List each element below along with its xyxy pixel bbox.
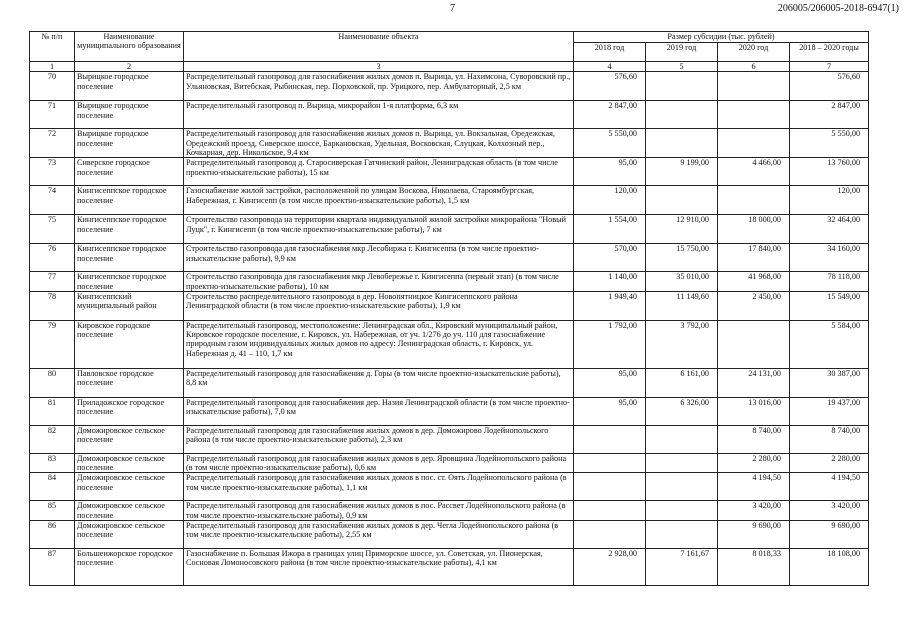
row-number: 79 (30, 320, 75, 368)
value-2020: 2 450,00 (718, 291, 790, 320)
table-body (30, 72, 869, 586)
table-row (30, 291, 869, 320)
object-cell: Строительство распределительного газопровода в дер. Новопятницкое Кингисеппского района Ленинградской области (в том числе проектно-изыскательские работы), 1,9 км (184, 291, 574, 320)
row-number: 87 (30, 549, 75, 586)
value-2020: 24 131,00 (718, 368, 790, 397)
value-2020: 13 016,00 (718, 397, 790, 425)
table-row (30, 521, 869, 549)
row-number: 82 (30, 425, 75, 453)
column-index-cell: 4 (574, 62, 646, 72)
column-index-row (30, 62, 869, 72)
value-2018: 1 792,00 (574, 320, 646, 368)
value-2020: 9 690,00 (718, 521, 790, 549)
header-2019: 2019 год (646, 43, 718, 62)
column-index-cell: 7 (790, 62, 869, 72)
value-2018 (574, 425, 646, 453)
row-number: 70 (30, 72, 75, 101)
column-index-cell: 3 (184, 62, 574, 72)
value-total: 3 420,00 (790, 501, 869, 521)
row-number: 72 (30, 129, 75, 158)
value-total: 19 437,00 (790, 397, 869, 425)
header-2018: 2018 год (574, 43, 646, 62)
object-cell: Газоснабжение жилой застройки, расположенной по улицам Воскова, Николаева, Староямбургская, Набережная, г. Кингисепп (в том числе проектно-изыскательские работы), 1,5 км (184, 186, 574, 215)
value-2018 (574, 501, 646, 521)
table-row (30, 215, 869, 244)
object-cell: Распределительный газопровод для газоснабжения дер. Назия Ленинградской области (в том числе проектно-изыскательские работы), 7,0 км (184, 397, 574, 425)
object-cell: Распределительный газопровод для газоснабжения д. Горы (в том числе проектно-изыскательские работы), 8,8 км (184, 368, 574, 397)
object-cell: Распределительный газопровод п. Вырица, микрорайон 1-я платформа, 6,3 км (184, 101, 574, 129)
value-2019 (646, 101, 718, 129)
municipality-cell: Большеижорское городское поселение (75, 549, 184, 586)
value-2020: 4 466,00 (718, 158, 790, 186)
municipality-cell: Сиверское городское поселение (75, 158, 184, 186)
header-subsidy: Размер субсидии (тыс. рублей) (574, 32, 869, 43)
value-2020: 8 740,00 (718, 425, 790, 453)
value-2019: 15 750,00 (646, 244, 718, 272)
table-row (30, 320, 869, 368)
header-2020: 2020 год (718, 43, 790, 62)
municipality-cell: Доможировское сельское поселение (75, 521, 184, 549)
value-total: 2 280,00 (790, 453, 869, 473)
value-total: 576,60 (790, 72, 869, 101)
value-2020: 17 840,00 (718, 244, 790, 272)
value-2019: 12 910,00 (646, 215, 718, 244)
municipality-cell: Вырицкое городское поселение (75, 101, 184, 129)
header-municipality: Наименование муниципального образования (75, 32, 184, 62)
subsidy-table (29, 31, 869, 586)
municipality-cell: Кингисеппское городское поселение (75, 272, 184, 292)
value-2018: 95,00 (574, 158, 646, 186)
value-total: 78 118,00 (790, 272, 869, 292)
value-total: 120,00 (790, 186, 869, 215)
row-number: 78 (30, 291, 75, 320)
municipality-cell: Кингисеппское городское поселение (75, 186, 184, 215)
value-2020 (718, 186, 790, 215)
municipality-cell: Кировское городское поселение (75, 320, 184, 368)
object-cell: Распределительный газопровод для газоснабжения жилых домов в дер. Яровщина Лодейнопольского района (в том числе проектно-изыскательские работы), 0,6 км (184, 453, 574, 473)
value-total: 9 690,00 (790, 521, 869, 549)
row-number: 75 (30, 215, 75, 244)
table-row (30, 473, 869, 501)
table-row (30, 72, 869, 101)
value-total: 32 464,00 (790, 215, 869, 244)
value-2018: 1 949,40 (574, 291, 646, 320)
object-cell: Строительство газопровода для газоснабжения мкр Левобережье г. Кингисеппа (первый этап) (в том числе проектно-изыскательские работы), 10 км (184, 272, 574, 292)
value-2020 (718, 101, 790, 129)
table-row (30, 425, 869, 453)
value-2020 (718, 72, 790, 101)
header-num: № п/п (30, 32, 75, 62)
value-2020 (718, 320, 790, 368)
row-number: 74 (30, 186, 75, 215)
object-cell: Строительство газопровода для газоснабжения мкр Лесобиржа г. Кингисеппа (в том числе проектно-изыскательские работы), 9,9 км (184, 244, 574, 272)
municipality-cell: Доможировское сельское поселение (75, 473, 184, 501)
value-2018 (574, 473, 646, 501)
table-row (30, 158, 869, 186)
row-number: 77 (30, 272, 75, 292)
value-2019 (646, 453, 718, 473)
municipality-cell: Павловское городское поселение (75, 368, 184, 397)
table-row (30, 501, 869, 521)
row-number: 83 (30, 453, 75, 473)
row-number: 84 (30, 473, 75, 501)
column-index-cell: 2 (75, 62, 184, 72)
value-total: 13 760,00 (790, 158, 869, 186)
municipality-cell: Доможировское сельское поселение (75, 501, 184, 521)
object-cell: Строительство газопровода на территории квартала индивидуальной жилой застройки микрорайона "Новый Луцк", г. Кингисепп (в том числе проектно-изыскательские работы), 7 км (184, 215, 574, 244)
object-cell: Распределительный газопровод для газоснабжения жилых домов п. Вырица, ул. Нахимсона, Суворовский пр., Ульяновская, Витебская, Рыбинская, пер. Порховской, пр. Урицкого, пер. Амбулаторный, 2,5 км (184, 72, 574, 101)
row-number: 81 (30, 397, 75, 425)
value-2019: 11 149,60 (646, 291, 718, 320)
value-2018: 576,60 (574, 72, 646, 101)
municipality-cell: Кингисеппское городское поселение (75, 244, 184, 272)
value-2018: 95,00 (574, 397, 646, 425)
table-row (30, 272, 869, 292)
row-number: 73 (30, 158, 75, 186)
row-number: 85 (30, 501, 75, 521)
municipality-cell: Вырицкое городское поселение (75, 129, 184, 158)
value-2019 (646, 72, 718, 101)
value-total: 34 160,00 (790, 244, 869, 272)
object-cell: Газоснабжение п. Большая Ижора в границах улиц Приморское шоссе, ул. Советская, ул. Пионерская, Сосновая Ломоносовского района (в том числе проектно-изыскательские работы), 4,1 км (184, 549, 574, 586)
value-2018: 5 550,00 (574, 129, 646, 158)
value-2018: 570,00 (574, 244, 646, 272)
value-2020 (718, 129, 790, 158)
value-2019: 6 326,00 (646, 397, 718, 425)
table-row (30, 453, 869, 473)
municipality-cell: Вырицкое городское поселение (75, 72, 184, 101)
value-2019: 35 010,00 (646, 272, 718, 292)
value-total: 5 550,00 (790, 129, 869, 158)
object-cell: Распределительный газопровод, местоположение: Ленинградская обл., Кировский муниципальный район, Кировское городское поселение, г. Кировск, ул. Набережная, от уч. 1/276 до уч. 110 для газоснабжение природным газом индивидуальных жилых домов по адресу: Ленинградская область, г. Кировск, ул. Набережная д. 41 – 110, 1,7 км (184, 320, 574, 368)
value-total: 15 549,00 (790, 291, 869, 320)
value-total: 4 194,50 (790, 473, 869, 501)
object-cell: Распределительный газопровод для газоснабжения жилых домов п. Вырица, ул. Вокзальная, Оредежская, Оредежский проезд, Сиверское шоссе, Баркановская, Удельная, Восковская, Слуцкая, Колхозный пер., Кочкарная, дер. Никольское, 9,4 км (184, 129, 574, 158)
value-2020: 8 018,33 (718, 549, 790, 586)
row-number: 71 (30, 101, 75, 129)
page-number: 7 (450, 3, 455, 14)
municipality-cell: Приладожское городское поселение (75, 397, 184, 425)
value-2019 (646, 186, 718, 215)
value-2018: 2 847,00 (574, 101, 646, 129)
value-2020: 18 000,00 (718, 215, 790, 244)
value-2019 (646, 425, 718, 453)
column-index-cell: 1 (30, 62, 75, 72)
object-cell: Распределительный газопровод для газоснабжения жилых домов в пос. ст. Оять Лодейнопольского района (в том числе проектно-изыскательские работы), 1,1 км (184, 473, 574, 501)
value-2019: 3 792,00 (646, 320, 718, 368)
value-total: 2 847,00 (790, 101, 869, 129)
value-total: 18 108,00 (790, 549, 869, 586)
value-2019 (646, 521, 718, 549)
table-row (30, 397, 869, 425)
object-cell: Распределительный газопровод для газоснабжения жилых домов в дер. Чегла Лодейнопольского района (в том числе проектно-изыскательские работы), 2,55 км (184, 521, 574, 549)
object-cell: Распределительный газопровод д. Старосиверская Гатчинский район, Ленинградская область (в том числе проектно-изыскательские работы), 15 км (184, 158, 574, 186)
table-row (30, 244, 869, 272)
table-row (30, 186, 869, 215)
value-2018: 2 928,00 (574, 549, 646, 586)
table-row (30, 101, 869, 129)
value-2019: 9 199,00 (646, 158, 718, 186)
column-index-cell: 5 (646, 62, 718, 72)
municipality-cell: Кингисеппский муниципальный район (75, 291, 184, 320)
value-2020: 41 968,00 (718, 272, 790, 292)
value-2018 (574, 453, 646, 473)
object-cell: Распределительный газопровод для газоснабжения жилых домов в пос. Рассвет Лодейнопольского района (в том числе проектно-изыскательские работы), 0,9 км (184, 501, 574, 521)
municipality-cell: Доможировское сельское поселение (75, 453, 184, 473)
value-2019 (646, 473, 718, 501)
object-cell: Распределительный газопровод для газоснабжения жилых домов в дер. Доможирово Лодейнопольского района (в том числе проектно-изыскательские работы), 2,3 км (184, 425, 574, 453)
header-object: Наименование объекта (184, 32, 574, 62)
value-total: 5 584,00 (790, 320, 869, 368)
table-row (30, 549, 869, 586)
municipality-cell: Доможировское сельское поселение (75, 425, 184, 453)
row-number: 86 (30, 521, 75, 549)
value-2020: 4 194,50 (718, 473, 790, 501)
value-2018 (574, 521, 646, 549)
table-row (30, 368, 869, 397)
value-2018: 95,00 (574, 368, 646, 397)
value-total: 8 740,00 (790, 425, 869, 453)
municipality-cell: Кингисеппское городское поселение (75, 215, 184, 244)
value-2018: 120,00 (574, 186, 646, 215)
value-2018: 1 554,00 (574, 215, 646, 244)
document-id: 206005/206005-2018-6947(1) (777, 3, 899, 14)
value-2019 (646, 501, 718, 521)
value-2019: 6 161,00 (646, 368, 718, 397)
header-total: 2018 – 2020 годы (790, 43, 869, 62)
value-total: 30 387,00 (790, 368, 869, 397)
value-2019: 7 161,67 (646, 549, 718, 586)
row-number: 76 (30, 244, 75, 272)
column-index-cell: 6 (718, 62, 790, 72)
value-2020: 3 420,00 (718, 501, 790, 521)
row-number: 80 (30, 368, 75, 397)
value-2019 (646, 129, 718, 158)
table-row (30, 129, 869, 158)
value-2018: 1 140,00 (574, 272, 646, 292)
value-2020: 2 280,00 (718, 453, 790, 473)
